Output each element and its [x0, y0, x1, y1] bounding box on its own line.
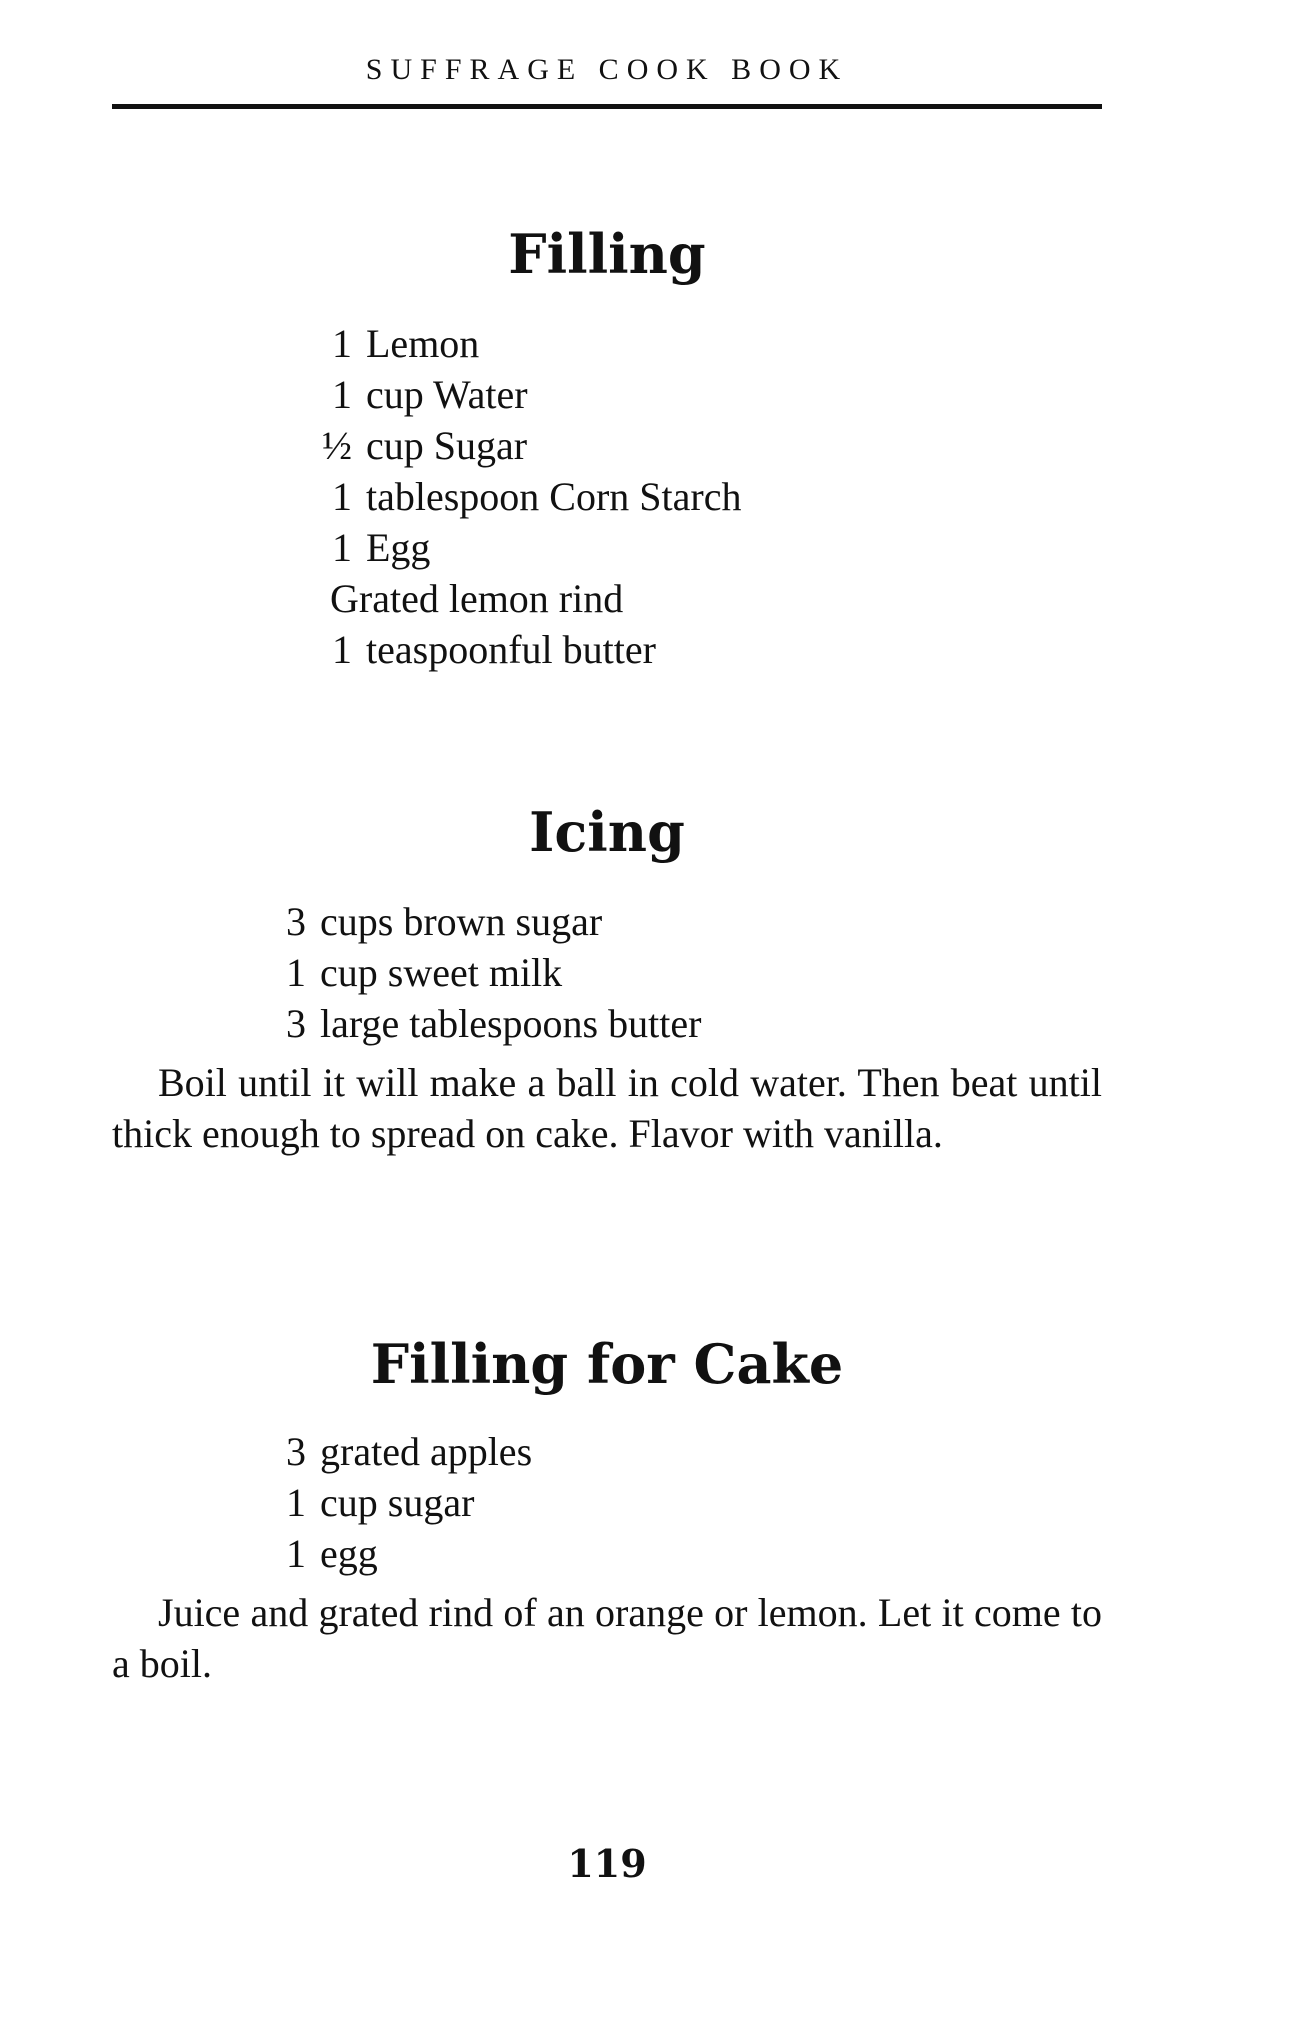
ingredient-item — [258, 1426, 532, 1477]
ingredient-name: Grated lemon rind — [330, 576, 624, 621]
ingredient-qty: 3 — [286, 1001, 306, 1046]
recipe-title-filling-for-cake: Filling for Cake — [370, 1332, 844, 1396]
ingredient-qty: 3 — [286, 1429, 306, 1474]
ingredient-name: egg — [320, 1531, 378, 1576]
ingredient-item — [258, 947, 701, 998]
page-number: 119 — [567, 1841, 647, 1886]
ingredient-item — [304, 522, 742, 573]
running-head: SUFFRAGE COOK BOOK — [365, 53, 849, 86]
ingredient-list-filling — [304, 318, 742, 675]
ingredient-qty: 1 — [286, 1480, 306, 1525]
ingredient-qty: 1 — [332, 372, 352, 417]
ingredient-name: cup sweet milk — [320, 950, 563, 995]
ingredient-name: cups brown sugar — [320, 899, 603, 944]
ingredient-item — [258, 1477, 532, 1528]
ingredient-item — [304, 624, 742, 675]
ingredient-item — [304, 471, 742, 522]
header-rule — [112, 104, 1102, 109]
ingredient-name: cup sugar — [320, 1480, 475, 1525]
ingredient-name: cup Water — [366, 372, 528, 417]
ingredient-item — [304, 573, 742, 624]
ingredient-item — [304, 369, 742, 420]
ingredient-name: large tablespoons butter — [320, 1001, 702, 1046]
ingredient-name: cup Sugar — [366, 423, 528, 468]
ingredient-qty: 3 — [286, 899, 306, 944]
ingredient-qty: 1 — [332, 627, 352, 672]
recipe-title-icing: Icing — [529, 800, 685, 864]
ingredient-qty: 1 — [332, 525, 352, 570]
ingredient-item — [304, 420, 742, 471]
ingredient-qty: ½ — [322, 423, 352, 468]
ingredient-name: tablespoon Corn Starch — [366, 474, 742, 519]
ingredient-item — [258, 1528, 532, 1579]
ingredient-name: grated apples — [320, 1429, 533, 1474]
ingredient-list-filling-for-cake — [258, 1426, 532, 1579]
method-text-icing: Boil until it will make a ball in cold water. Then beat until thick enough to spread on cake. Flavor with vanilla. — [112, 1060, 1102, 1156]
ingredient-item — [258, 998, 701, 1049]
ingredient-item — [258, 896, 701, 947]
ingredient-qty: 1 — [286, 950, 306, 995]
ingredient-name: Egg — [366, 525, 431, 570]
ingredient-list-icing — [258, 896, 701, 1049]
ingredient-name: teaspoonful butter — [366, 627, 656, 672]
method-text-filling-for-cake: Juice and grated rind of an orange or lemon. Let it come to a boil. — [112, 1590, 1102, 1686]
ingredient-qty: 1 — [332, 474, 352, 519]
ingredient-name: Lemon — [366, 321, 480, 366]
ingredient-item — [304, 318, 742, 369]
recipe-title-filling: Filling — [508, 222, 706, 286]
ingredient-qty: 1 — [286, 1531, 306, 1576]
ingredient-qty: 1 — [332, 321, 352, 366]
